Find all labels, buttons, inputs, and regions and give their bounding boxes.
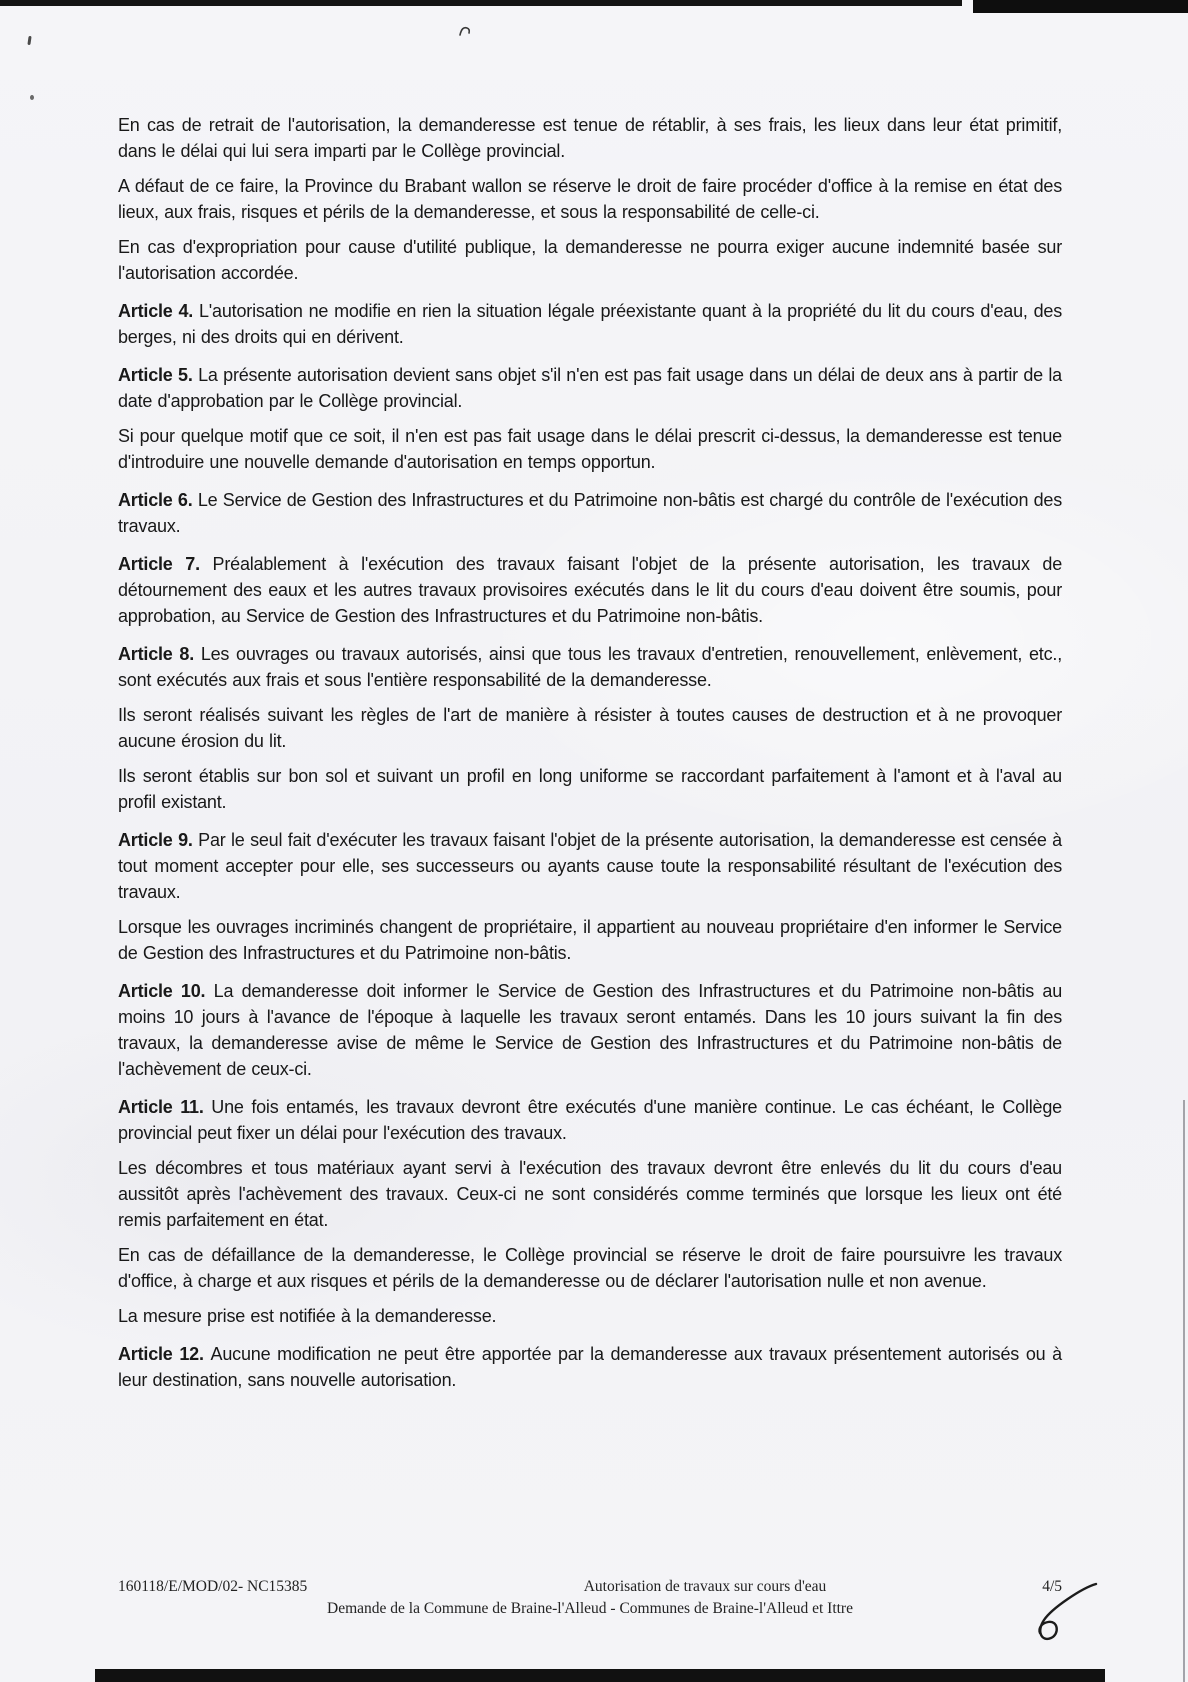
- scan-curl-mark: [458, 24, 472, 42]
- document-body: [118, 112, 1062, 1402]
- scan-edge-top-bar: [0, 0, 962, 6]
- paragraph: Ils seront réalisés suivant les règles de l'art de manière à résister à toutes causes de destruction et à ne provoquer aucune érosion du lit.: [118, 705, 1062, 751]
- article-paragraph: Article 6. Le Service de Gestion des Infrastructures et du Patrimoine non-bâtis est chargé du contrôle de l'exécution des travaux.: [118, 490, 1063, 536]
- article-paragraph: Article 10. La demanderesse doit informer le Service de Gestion des Infrastructures et du Patrimoine non-bâtis au moins 10 jours à l'avance de l'époque à laquelle les travaux seront entamés. Dans les 10 jours suivant la fin des travaux, la demanderesse avise de même le Service de Gestion des Infrastructures et du Patrimoine non-bâtis de l'achèvement de ceux-ci.: [118, 981, 1062, 1079]
- article-label: Article 10.: [118, 981, 214, 1001]
- article-label: Article 6.: [118, 490, 198, 510]
- article-paragraph: Article 12. Aucune modification ne peut être apportée par la demanderesse aux travaux présentement autorisés ou à leur destination, sans nouvelle autorisation.: [118, 1344, 1062, 1390]
- article-paragraph: Article 7. Préalablement à l'exécution des travaux faisant l'objet de la présente autorisation, les travaux de détournement des eaux et les autres travaux provisoires exécutés dans le lit du cours d'eau doivent être soumis, pour approbation, au Service de Gestion des Infrastructures et du Patrimoine non-bâtis.: [118, 554, 1063, 626]
- article-label: Article 5.: [118, 365, 199, 385]
- scan-speck: [30, 95, 34, 100]
- article-paragraph: Article 8. Les ouvrages ou travaux autorisés, ainsi que tous les travaux d'entretien, renouvellement, enlèvement, etc., sont exécutés aux frais et sous l'entière responsabilité de la demanderesse.: [118, 644, 1062, 690]
- paragraph: Si pour quelque motif que ce soit, il n'en est pas fait usage dans le délai prescrit ci-dessus, la demanderesse est tenue d'introduire une nouvelle demande d'autorisation en temps opportun.: [118, 426, 1062, 472]
- paragraph: Lorsque les ouvrages incriminés changent de propriétaire, il appartient au nouveau propriétaire d'en informer le Service de Gestion des Infrastructures et du Patrimoine non-bâtis.: [118, 917, 1062, 963]
- scan-edge-right-line: [1183, 1100, 1185, 1682]
- document-reference-code: 160118/E/MOD/02- NC15385: [118, 1578, 308, 1595]
- paragraph: En cas d'expropriation pour cause d'utilité publique, la demanderesse ne pourra exiger aucune indemnité basée sur l'autorisation accordée.: [118, 237, 1062, 283]
- scan-edge-top-right-bar: [973, 0, 1188, 13]
- footer-subtitle: Demande de la Commune de Braine-l'Alleud - Communes de Braine-l'Alleud et Ittre: [327, 1600, 853, 1617]
- paragraph: En cas de retrait de l'autorisation, la demanderesse est tenue de rétablir, à ses frais, les lieux dans leur état primitif, dans le délai qui lui sera imparti par le Collège provincial.: [118, 115, 1062, 161]
- article-label: Article 8.: [118, 644, 201, 664]
- article-label: Article 12.: [118, 1344, 211, 1364]
- article-paragraph: Article 11. Une fois entamés, les travaux devront être exécutés d'une manière continue. Le cas échéant, le Collège provincial peut fixer un délai pour l'exécution des travaux.: [118, 1097, 1062, 1143]
- scan-speck: [27, 36, 31, 45]
- paragraph: En cas de défaillance de la demanderesse, le Collège provincial se réserve le droit de faire poursuivre les travaux d'office, à charge et aux risques et périls de la demanderesse ou de déclarer l'autorisation nulle et non avenue.: [118, 1245, 1062, 1291]
- paragraph: Les décombres et tous matériaux ayant servi à l'exécution des travaux devront être enlevés du lit du cours d'eau aussitôt après l'achèvement des travaux. Ceux-ci ne sont considérés comme terminés que lorsque les lieux ont été remis parfaitement en état.: [118, 1158, 1062, 1230]
- footer-title: Autorisation de travaux sur cours d'eau: [583, 1578, 827, 1595]
- page-footer: [118, 1578, 1062, 1618]
- article-paragraph: Article 9. Par le seul fait d'exécuter les travaux faisant l'objet de la présente autorisation, la demanderesse est censée à tout moment accepter pour elle, ses successeurs ou ayants cause toute la responsabilité résultant de l'exécution des travaux.: [118, 830, 1062, 902]
- signature-mark: [1018, 1578, 1108, 1655]
- article-label: Article 11.: [118, 1097, 212, 1117]
- article-label: Article 9.: [118, 830, 199, 850]
- paragraph: Ils seront établis sur bon sol et suivant un profil en long uniforme se raccordant parfaitement à l'amont et à l'aval au profil existant.: [118, 766, 1062, 812]
- scan-edge-bottom-bar: [95, 1669, 1105, 1682]
- paragraph: A défaut de ce faire, la Province du Brabant wallon se réserve le droit de faire procéder d'office à la remise en état des lieux, aux frais, risques et périls de la demanderesse, et sous la responsabilité de celle-ci.: [118, 176, 1062, 222]
- paragraph: La mesure prise est notifiée à la demanderesse.: [118, 1306, 497, 1326]
- article-paragraph: Article 4. L'autorisation ne modifie en rien la situation légale préexistante quant à la propriété du lit du cours d'eau, des berges, ni des droits qui en dérivent.: [118, 301, 1062, 347]
- page-number: 4/5: [1042, 1578, 1062, 1595]
- article-label: Article 4.: [118, 301, 199, 321]
- article-paragraph: Article 5. La présente autorisation devient sans objet s'il n'en est pas fait usage dans un délai de deux ans à partir de la date d'approbation par le Collège provincial.: [118, 365, 1062, 411]
- article-label: Article 7.: [118, 554, 213, 574]
